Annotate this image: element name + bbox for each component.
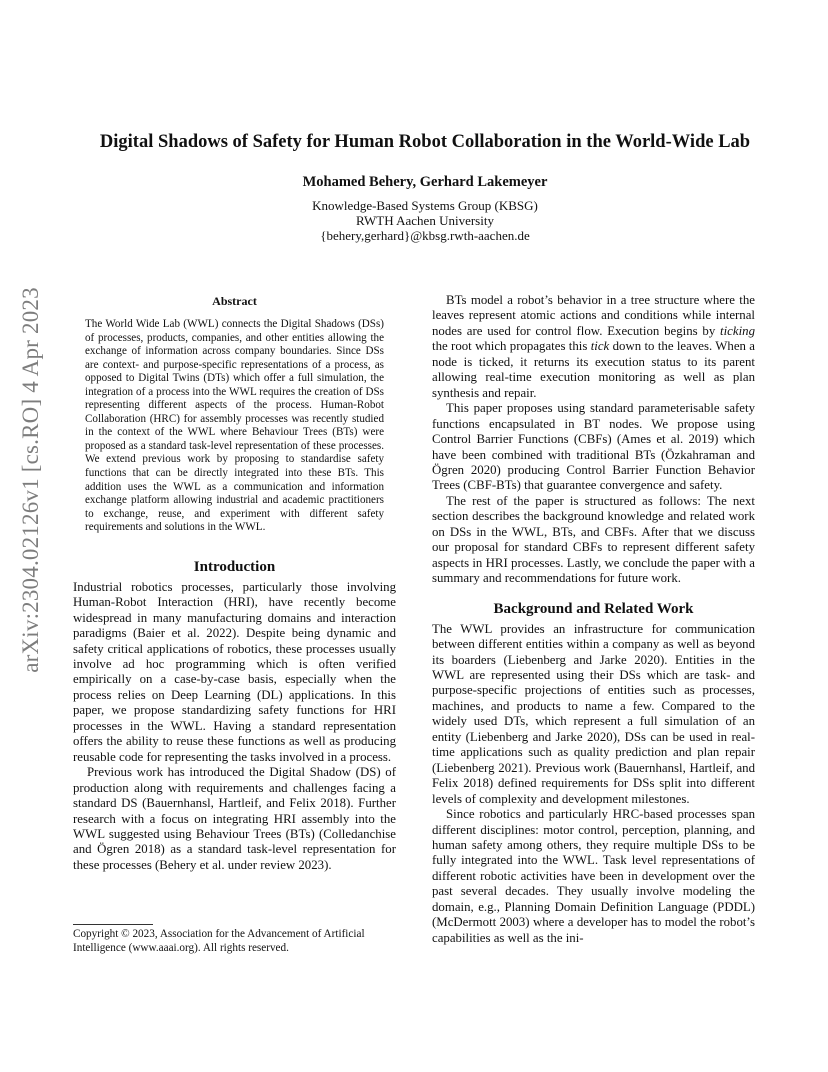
left-column: [73, 290, 396, 873]
affiliation-university: RWTH Aachen University: [356, 213, 494, 228]
bt-paragraph: [432, 293, 755, 401]
abstract-heading: Abstract: [212, 294, 257, 308]
structure-paragraph: The rest of the paper is structured as follows: The next section describes the background knowledge and related work on DSs in the WWL, BTs, and CBFs. After that we discuss our proposal for standard CBFs to represent different safety aspects in HRI processes. Lastly, we conclude the paper with a summary and recommendations for future work.: [432, 493, 755, 586]
bt-paragraph-part-1: BTs model a robot’s behavior in a tree structure where the leaves represent atomic actions and conditions while internal nodes are used for control flow. Execution begins by: [432, 293, 755, 338]
ticking-emphasis: ticking: [720, 323, 755, 338]
introduction-heading: Introduction: [193, 558, 276, 575]
bt-paragraph-part-2: the root which propagates this: [432, 339, 591, 354]
footnote-divider: [73, 924, 153, 925]
arxiv-identifier: arXiv:2304.02126v1 [cs.RO] 4 Apr 2023: [18, 287, 43, 673]
paper-authors: Mohamed Behery, Gerhard Lakemeyer: [302, 174, 548, 190]
paper-title: Digital Shadows of Safety for Human Robot Collaboration in the World-Wide Lab: [99, 132, 751, 152]
affiliation-email: {behery,gerhard}@kbsg.rwth-aachen.de: [320, 228, 530, 243]
tick-emphasis: tick: [590, 339, 610, 354]
right-column: [432, 293, 755, 946]
proposal-paragraph: This paper proposes using standard parameterisable safety functions encapsulated in BT nodes. We propose using Control Barrier Functions (CBFs) (Ames et al. 2019) which have been combined with traditional BTs (Özkahraman and Ögren 2020) producing Control Barrier Function Behavior Trees (CBF-BTs) that guarantee convergence and safety.: [432, 401, 755, 493]
affiliation-group: Knowledge-Based Systems Group (KBSG): [312, 198, 538, 213]
introduction-paragraph-2: Previous work has introduced the Digital Shadow (DS) of production along with requirements and challenges facing a standard DS (Bauernhansl, Hartleif, and Felix 2018). Further research with a focus on integrating HRI assembly into the WWL suggested using Behaviour Trees (BTs) (Colledanchise and Ögren 2018) as a standard task-level representation for these processes (Behery et al. under review 2023).: [73, 765, 396, 872]
copyright-footnote: Copyright © 2023, Association for the Advancement of Artificial Intelligence (www.aaai.org). All rights reserved.: [73, 928, 365, 954]
background-heading: Background and Related Work: [493, 600, 694, 617]
bt-paragraph-part-3: down to the leaves. When a node is ticked, it returns its execution status to its parent allowing real-time execution monitoring as well as plan synthesis and repair.: [432, 339, 755, 400]
introduction-paragraph-1: Industrial robotics processes, particularly those involving Human-Robot Interaction (HRI), have recently become widespread in many manufacturing domains and interaction paradigms (Baier et al. 2022). Despite being dynamic and safety critical applications of robotics, these processes usually involve ad hoc programming which is often verified empirically on a case-by-case basis, especially when the process relies on Deep Learning (DL) applications. In this paper, we propose standardizing safety functions for HRI processes in the WWL. Having a standard representation offers the ability to reuse these functions as well as producing reusable code for representing the tasks involved in a process.: [73, 579, 396, 764]
affiliation-block: [40, 198, 810, 243]
background-paragraph-2: Since robotics and particularly HRC-based processes span different disciplines: motor control, perception, planning, and human safety among others, they require multiple DSs to be fully integrated into the WWL. Task level representations of different robotic activities have been in development over the past several decades. They usually involve modeling the domain, e.g., Planning Domain Definition Language (PDDL) (McDermott 2003) where a developer has to model the robot’s capabilities as well as the ini-: [432, 807, 755, 945]
arxiv-identifier-sidebar: [2, 270, 60, 690]
background-paragraph-1: The WWL provides an infrastructure for communication between different entities within a company as well as beyond its boarders (Liebenberg and Jarke 2020). Entities in the WWL are represented using their DSs which are task- and purpose-specific projections of entities such as processes, machines, and products to name a few. Compared to the widely used DTs, which represent a full simulation of an entity (Liebenberg and Jarke 2020), DSs can be used in real-time applications such as quality prediction and plan repair (Liebenberg 2021). Previous work (Bauernhansl, Hartleif, and Felix 2018) defined requirements for DSs split into different levels of complexity and development milestones.: [432, 621, 755, 806]
abstract-text: The World Wide Lab (WWL) connects the Digital Shadows (DSs) of processes, products, companies, and other entities allowing the exchange of information across company boundaries. Since DSs are context- and purpose-specific representations of a process, as opposed to Digital Twins (DTs) which offer a full simulation, the integration of a process into the WWL requires the creation of DSs representing different aspects of the process. Human-Robot Collaboration (HRC) for assembly processes was recently studied in the context of the WWL where Behaviour Trees (BTs) were proposed as a standard task-level representation of these processes. We extend previous work by proposing to standardise safety functions that can be directly integrated into these BTs. This addition uses the WWL as a communication and information exchange platform allowing industrial and academic practitioners to exchange, reuse, and experiment with different safety requirements and solutions in the WWL.: [85, 318, 384, 534]
